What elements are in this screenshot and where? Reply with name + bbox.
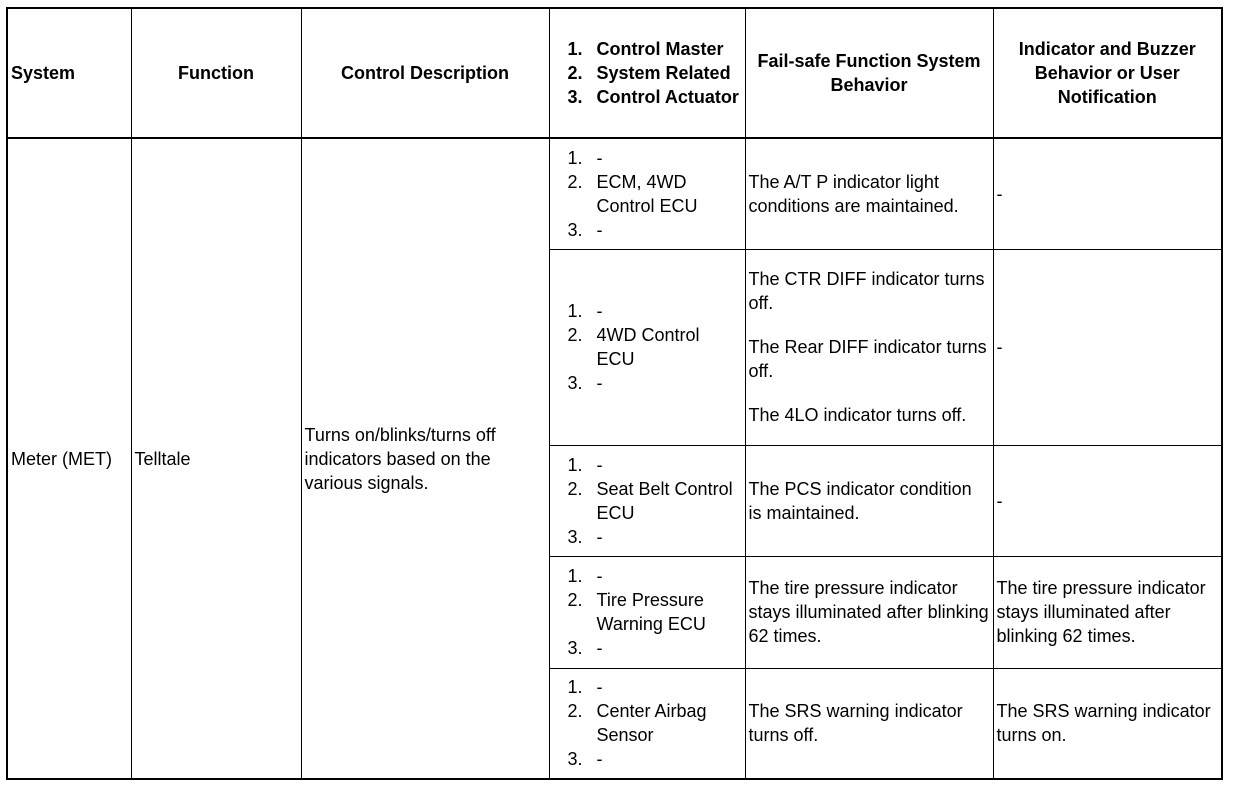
control-list — [553, 146, 742, 242]
list-item: 1. - — [567, 301, 603, 321]
list-item: 3. - — [567, 373, 603, 393]
list-item: 1. - — [567, 677, 603, 698]
control-list — [553, 453, 742, 549]
list-item: 2. 4WD Control ECU — [567, 325, 700, 369]
list-item: 1. - — [567, 147, 603, 168]
list-item: 2. ECM, 4WD Control ECU — [567, 171, 698, 216]
control-cell — [549, 249, 745, 445]
control-cell — [549, 668, 745, 779]
failsafe-cell: The tire pressure indicator stays illuminated after blinking 62 times. — [745, 556, 993, 668]
list-item: 3. - — [567, 638, 603, 658]
list-item: 3. - — [567, 526, 603, 547]
header-control-item: 2. System Related — [567, 63, 731, 83]
control-cell — [549, 556, 745, 668]
indicator-cell: - — [993, 445, 1222, 556]
failsafe-cell: The SRS warning indicator turns off. — [745, 668, 993, 779]
control-cell — [549, 138, 745, 249]
failsafe-cell: The CTR DIFF indicator turns off. The Rear DIFF indicator turns off. The 4LO indicator turns off. — [745, 249, 993, 445]
list-item: 2. Tire Pressure Warning ECU — [567, 590, 706, 634]
control-list — [553, 564, 742, 660]
header-control-item: 1. Control Master — [567, 39, 724, 59]
failsafe-cell: The A/T P indicator light conditions are maintained. — [745, 138, 993, 249]
control-list — [553, 675, 742, 771]
list-item: 1. - — [567, 454, 603, 475]
system-cell: Meter (MET) — [7, 138, 131, 779]
header-failsafe: Fail-safe Function System Behavior — [745, 8, 993, 138]
list-item: 2. Center Airbag Sensor — [567, 701, 707, 746]
indicator-cell: - — [993, 138, 1222, 249]
failsafe-cell: The PCS indicator condition is maintained. — [745, 445, 993, 556]
control-description-cell: Turns on/blinks/turns off indicators based on the various signals. — [301, 138, 549, 779]
list-item: 3. - — [567, 219, 603, 240]
list-item: 2. Seat Belt Control ECU — [567, 478, 733, 523]
table-row — [7, 138, 1222, 249]
header-control-list — [549, 8, 745, 138]
list-item: 1. - — [567, 566, 603, 586]
header-row — [7, 8, 1222, 138]
function-cell: Telltale — [131, 138, 301, 779]
header-function: Function — [131, 8, 301, 138]
fail-safe-table — [6, 7, 1223, 780]
header-control-item: 3. Control Actuator — [567, 87, 739, 107]
indicator-cell: The tire pressure indicator stays illuminated after blinking 62 times. — [993, 556, 1222, 668]
list-item: 3. - — [567, 749, 603, 770]
control-list — [553, 299, 742, 395]
header-indicator: Indicator and Buzzer Behavior or User Notification — [993, 8, 1222, 138]
header-system: System — [7, 8, 131, 138]
header-control-items — [553, 37, 742, 109]
control-cell — [549, 445, 745, 556]
header-control-description: Control Description — [301, 8, 549, 138]
indicator-cell: The SRS warning indicator turns on. — [993, 668, 1222, 779]
indicator-cell: - — [993, 249, 1222, 445]
